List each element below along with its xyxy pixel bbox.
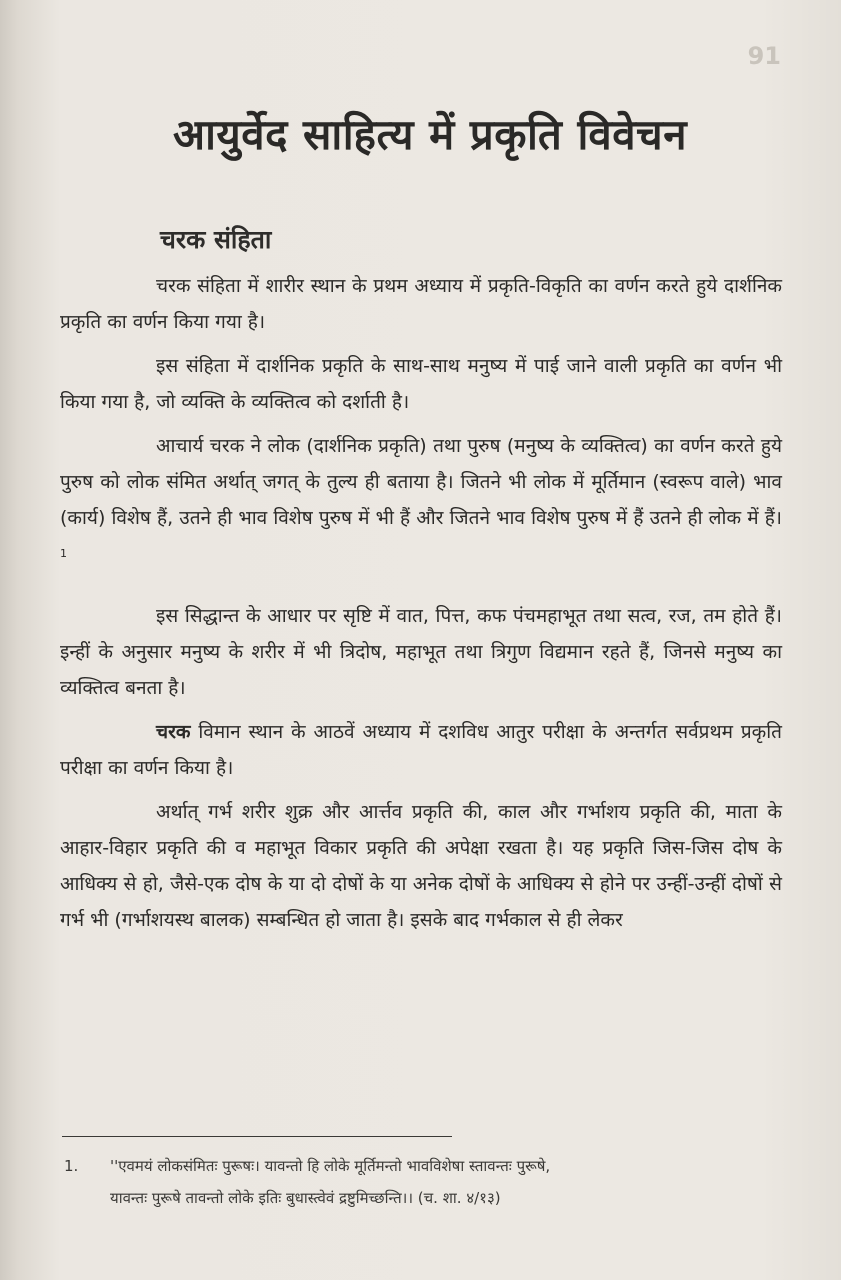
paragraph-3-text: आचार्य चरक ने लोक (दार्शनिक प्रकृति) तथा पुरुष (मनुष्य के व्यक्तित्व) का वर्णन करते हुये पुरुष को लोक संमित अर्थात् जगत् के तुल्य ही बताया है। जितने भी लोक में मूर्तिमान (स्वरूप वाले) भाव (कार्य) विशेष हैं, उतने ही भाव विशेष पुरुष में भी हैं और जितने भाव विशेष पुरुष में हैं उतने ही लोक में हैं। (60, 435, 782, 529)
footnote-text-1: ''एवमयं लोकसंमितः पुरूषः। यावन्तो हि लोके मूर्तिमन्तो भावविशेषा स्तावन्तः पुरूषे, (110, 1157, 551, 1175)
footnote-marker: 1 (60, 547, 67, 560)
chapter-title: आयुर्वेद साहित्य में प्रकृति विवेचन (172, 110, 688, 159)
paragraph-3 (60, 428, 782, 576)
paragraph-6: अर्थात् गर्भ शरीर शुक्र और आर्त्तव प्रकृति की, काल और गर्भाशय प्रकृति की, माता के आहार-विहार प्रकृति की व महाभूत विकार प्रकृति की अपेक्षा रखता है। यह प्रकृति जिस-जिस दोष के आधिक्य से हो, जैसे-एक दोष के या दो दोषों के या अनेक दोषों के आधिक्य से होने पर उन्हीं-उन्हीं दोषों से गर्भ भी (गर्भाशयस्थ बालक) सम्बन्धित हो जाता है। इसके बाद गर्भकाल से ही लेकर (60, 801, 782, 932)
body-text (60, 268, 782, 946)
footnote-divider (62, 1136, 452, 1137)
footnote-number: 1. (64, 1157, 79, 1175)
paragraph-5-text: विमान स्थान के आठवें अध्याय में दशविध आतुर परीक्षा के अन्तर्गत सर्वप्रथम प्रकृति परीक्षा का वर्णन किया है। (60, 721, 782, 780)
section-heading: चरक संहिता (160, 225, 272, 254)
paragraph-4: इस सिद्धान्त के आधार पर सृष्टि में वात, पित्त, कफ पंचमहाभूत तथा सत्व, रज, तम होते हैं। इन्हीं के अनुसार मनुष्य के शरीर में भी त्रिदोष, महाभूत तथा त्रिगुण विद्यमान रहते हैं, जिनसे मनुष्य का व्यक्तित्व बनता है। (60, 605, 782, 700)
paragraph-5 (60, 714, 782, 786)
paragraph-5-lead: चरक (156, 721, 191, 744)
footnote (64, 1150, 794, 1214)
paragraph-2: इस संहिता में दार्शनिक प्रकृति के साथ-साथ मनुष्य में पाई जाने वाली प्रकृति का वर्णन भी किया गया है, जो व्यक्ति के व्यक्तित्व को दर्शाती है। (60, 355, 782, 413)
footnote-line-1 (64, 1150, 794, 1182)
paragraph-1: चरक संहिता में शारीर स्थान के प्रथम अध्याय में प्रकृति-विकृति का वर्णन करते हुये दार्शनिक प्रकृति का वर्णन किया गया है। (60, 275, 782, 333)
page-number: 91 (747, 42, 781, 70)
footnote-line-2: यावन्तः पुरूषे तावन्तो लोके इतिः बुधास्त्वेवं द्रष्टुमिच्छन्ति।। (च. शा. ४/१३) (110, 1189, 501, 1207)
